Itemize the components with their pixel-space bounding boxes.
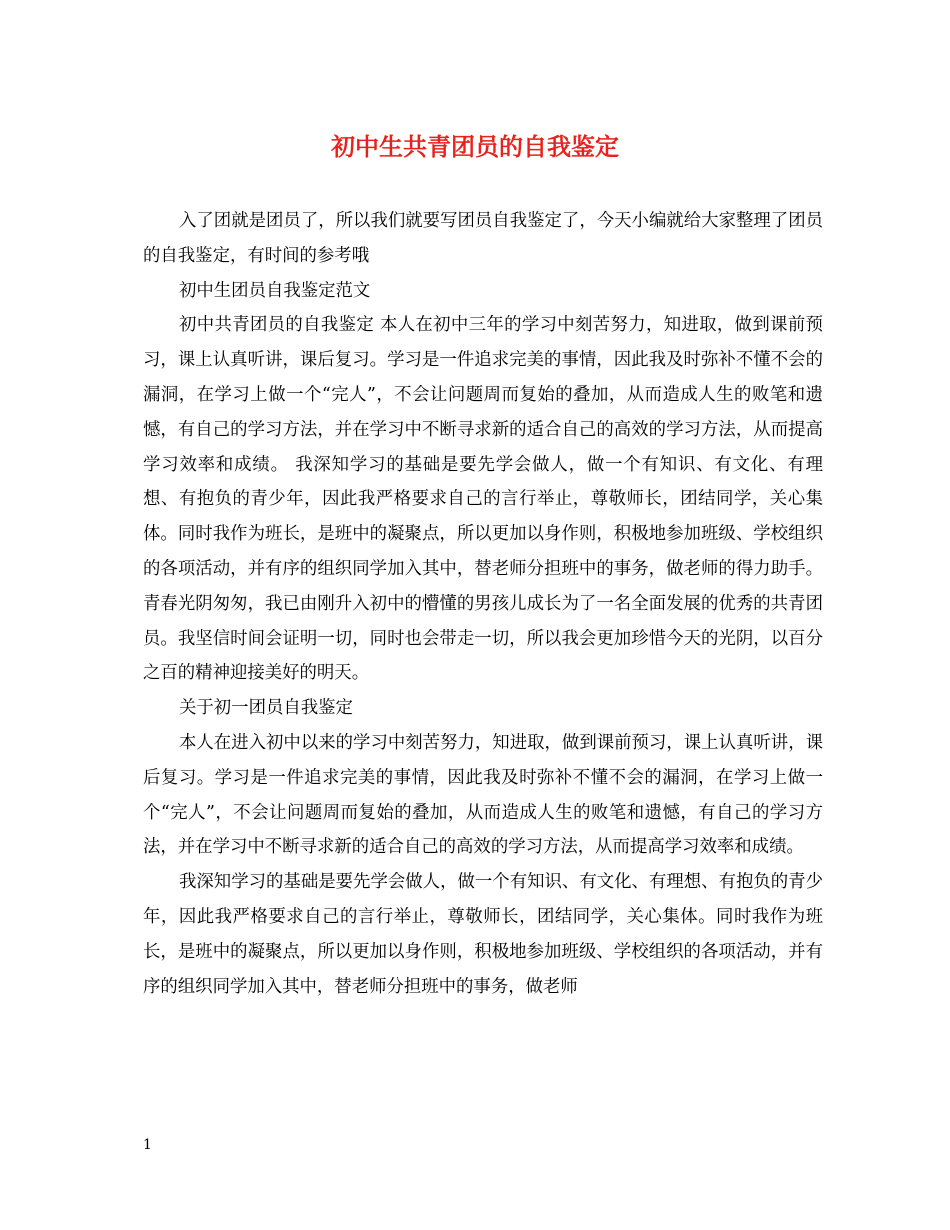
intro-paragraph: 入了团就是团员了，所以我们就要写团员自我鉴定了，今天小编就给大家整理了团员的自我鉴定，有时间的参考哦 (143, 211, 823, 266)
section-heading-grade-one: 关于初一团员自我鉴定 (179, 698, 353, 719)
page-number: 1 (143, 1137, 152, 1153)
grade-one-paragraph-1: 本人在进入初中以来的学习中刻苦努力，知进取，做到课前预习，课上认真听讲，课后复习。学习是一件追求完美的事情，因此我及时弥补不懂不会的漏洞，在学习上做一个“完人”，不会让问题周而复始的叠加，从而造成人生的败笔和遗憾，有自己的学习方法，并在学习中不断寻求新的适合自己的高效的学习方法，从而提高学习效率和成绩。 (143, 732, 823, 858)
grade-one-paragraph-2: 我深知学习的基础是要先学会做人，做一个有知识、有文化、有理想、有抱负的青少年，因此我严格要求自己的言行举止，尊敬师长，团结同学，关心集体。同时我作为班长，是班中的凝聚点，所以更加以身作则，积极地参加班级、学校组织的各项活动，并有序的组织同学加入其中，替老师分担班中的事务，做老师 (143, 872, 823, 997)
section-heading-sample: 初中生团员自我鉴定范文 (179, 280, 371, 301)
document-body (143, 204, 823, 1004)
document-title: 初中生共青团员的自我鉴定 (331, 132, 619, 161)
sample-paragraph: 初中共青团员的自我鉴定 本人在初中三年的学习中刻苦努力，知进取，做到课前预习，课上认真听讲，课后复习。学习是一件追求完美的事情，因此我及时弥补不懂不会的漏洞，在学习上做一个“完人”，不会让问题周而复始的叠加，从而造成人生的败笔和遗憾，有自己的学习方法，并在学习中不断寻求新的适合自己的高效的学习方法，从而提高学习效率和成绩。 我深知学习的基础是要先学会做人，做一个有知识、有文化、有理想、有抱负的青少年，因此我严格要求自己的言行举止，尊敬师长，团结同学，关心集体。同时我作为班长，是班中的凝聚点，所以更加以身作则，积极地参加班级、学校组织的各项活动，并有序的组织同学加入其中，替老师分担班中的事务，做老师的得力助手。 青春光阴匆匆，我已由刚升入初中的懵懂的男孩儿成长为了一名全面发展的优秀的共青团员。我坚信时间会证明一切，同时也会带走一切，所以我会更加珍惜今天的光阴，以百分之百的精神迎接美好的明天。 (143, 315, 823, 684)
